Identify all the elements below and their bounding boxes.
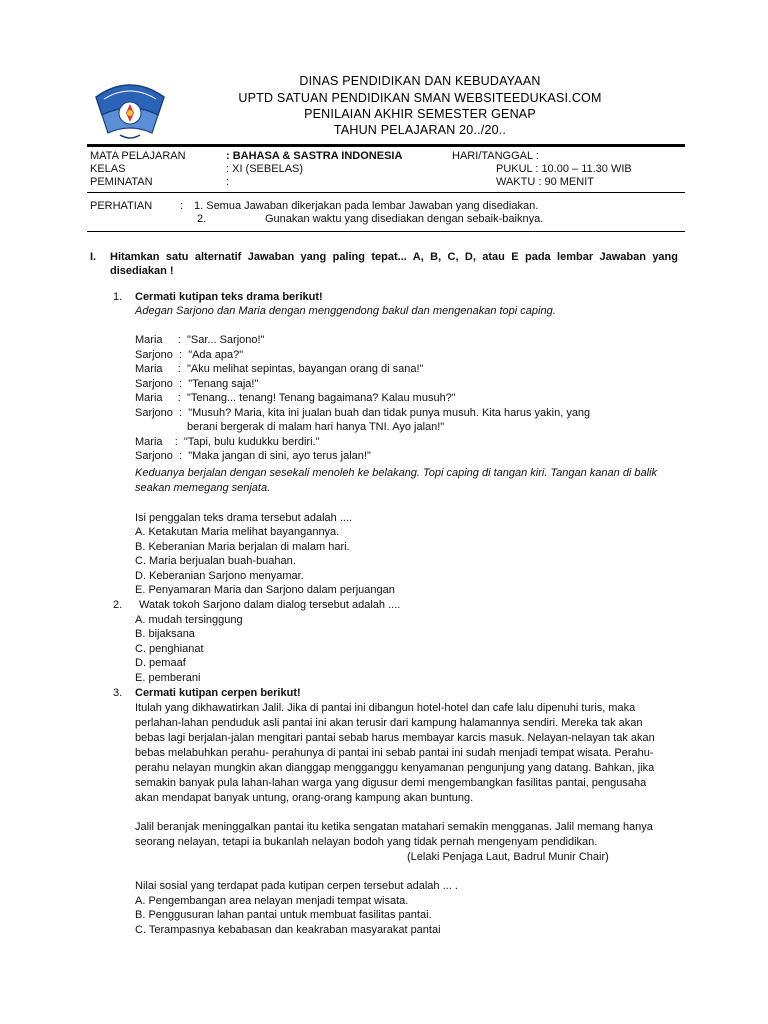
q3-title: Cermati kutipan cerpen berikut! [135,687,301,699]
header-divider [87,144,685,147]
kelas-label: KELAS [90,163,126,175]
hari-label: HARI/TANGGAL : [452,150,539,162]
q1-dialog-line: Maria : "Tapi, bulu kudukku berdiri." [135,436,320,448]
header-line-3: PENILAIAN AKHIR SEMESTER GENAP [304,107,536,121]
header-line-4: TAHUN PELAJARAN 20../20.. [333,123,507,137]
q3-paragraph-2-line: Jalil beranjak meninggalkan pantai itu ketika sengatan matahari semakin mengganas. Jalil memang hanya [135,821,653,833]
perhatian-item-1: 1. Semua Jawaban dikerjakan pada lembar Jawaban yang disediakan. [194,200,539,212]
q1-dialog-line: Sarjono : "Ada apa?" [135,349,244,361]
q1-closing-direction-2: seakan memegang senjata. [135,482,271,494]
q1-title: Cermati kutipan teks drama berikut! [135,291,323,303]
q1-option-e: E. Penyamaran Maria dan Sarjono dalam perjuangan [135,584,395,596]
q1-option-b: B. Keberanian Maria berjalan di malam hari. [135,541,350,553]
q3-option-a: A. Pengembangan area nelayan menjadi tempat wisata. [135,895,409,907]
q3-paragraph-1-line: semakin banyak pula lahan-lahan warga yang digusur demi mengembangkan fasilitas pantai, pengusaha [135,777,647,789]
q2-number: 2. [113,599,123,611]
q3-source-citation: (Lelaki Penjaga Laut, Badrul Munir Chair) [407,851,609,863]
q1-dialog-line: Maria : "Aku melihat sepintas, bayangan orang di sana!" [135,363,424,375]
mapel-label: MATA PELAJARAN [90,150,186,162]
q3-paragraph-1-line: bebas lagi berjalan-jalan mengitari pantai sebab harus membayar karcis masuk. Nelayan-nelayan tak akan [135,732,655,744]
q3-question: Nilai sosial yang terdapat pada kutipan cerpen tersebut adalah ... . [135,880,458,892]
q1-dialog-line: Sarjono : "Maka jangan di sini, ayo terus jalan!" [135,450,371,462]
q2-option-b: B. bijaksana [135,628,195,640]
q2-option-a: A. mudah tersinggung [135,614,243,626]
kelas-value: : XI (SEBELAS) [226,163,304,175]
q1-stage-direction: Adegan Sarjono dan Maria dengan menggendong bakul dan mengenakan topi caping. [135,305,556,317]
perhatian-label: PERHATIAN [90,200,153,212]
q2-option-e: E. pemberani [135,672,201,684]
q3-paragraph-1-line: perahu nelayan mungkin akan dianggap mengganggu kenyamanan pengunjung yang datang. Bahkan, jika [135,762,655,774]
q1-dialog-line: berani bergerak di malam hari hanya TNI. Ayo jalan!" [135,421,445,433]
header-line-1: DINAS PENDIDIKAN DAN KEBUDAYAAN [299,74,541,88]
q1-dialog-line: Maria : "Sar... Sarjono!" [135,334,265,346]
peminatan-label: PEMINATAN [90,176,153,188]
perhatian-divider [87,231,685,232]
q1-question: Isi penggalan teks drama tersebut adalah .... [135,512,353,524]
q3-paragraph-2-line: seorang nelayan, tetapi ia bukanlah nelayan bodoh yang tidak pernah mengenyam pendidikan. [135,836,598,848]
q3-option-c: C. Terampasnya kebabasan dan keakraban masyarakat pantai [135,924,441,936]
q3-number: 3. [113,687,123,699]
q3-paragraph-1-line: Itulah yang dikhawatirkan Jalil. Jika di pantai ini dibangun hotel-hotel dan cafe lalu dipenuhi turis, maka [135,702,636,714]
perhatian-item-2: Gunakan waktu yang disediakan dengan sebaik-baiknya. [265,213,544,225]
q3-paragraph-1-line: akan mendapat banyak untung, orang-orang kampung akan buntung. [135,792,474,804]
q3-option-b: B. Penggusuran lahan pantai untuk membuat fasilitas pantai. [135,909,432,921]
info-divider [87,192,685,193]
perhatian-item-2-num: 2. [197,213,207,225]
peminatan-value: : [226,176,230,188]
pukul-label: PUKUL : 10.00 – 11.30 WIB [496,163,632,175]
q1-closing-direction-1: Keduanya berjalan dengan sesekali menoleh ke belakang. Topi caping di tangan kiri. Tangan kanan di balik [135,467,658,479]
section-number: I. [90,251,97,263]
q1-option-a: A. Ketakutan Maria melihat bayangannya. [135,526,340,538]
q1-dialog-line: Maria : "Tenang... tenang! Tenang bagaimana? Kalau musuh?" [135,392,456,404]
q2-option-d: D. pemaaf [135,657,186,669]
mapel-value: : BAHASA & SASTRA INDONESIA [226,150,403,162]
section-instruction-1: Hitamkan satu alternatif Jawaban yang paling tepat... A, B, C, D, atau E pada lembar Jawaban yang [110,251,678,263]
header-line-2: UPTD SATUAN PENDIDIKAN SMAN WEBSITEEDUKASI.COM [238,91,602,105]
q1-dialog-line: Sarjono : "Musuh? Maria, kita ini jualan buah dan tidak punya musuh. Kita harus yakin, yang [135,407,591,419]
q1-number: 1. [113,291,123,303]
waktu-label: WAKTU : 90 MENIT [496,176,594,188]
q1-option-d: D. Keberanian Sarjono menyamar. [135,570,304,582]
perhatian-colon: : [180,200,184,212]
q3-paragraph-1-line: bebas melabuhkan perahu- perahunya di pantai ini sebab pantai ini sudah menjadi tempat wisata. Perahu- [135,747,654,759]
q3-paragraph-1-line: perlahan-lahan penduduk asli pantai ini akan terusir dari kampung halamannya sendiri. Mereka tak akan [135,717,643,729]
section-instruction-2: disediakan ! [110,265,174,277]
q1-dialog-line: Sarjono : "Tenang saja!" [135,378,259,390]
q1-option-c: C. Maria berjualan buah-buahan. [135,555,296,567]
q2-option-c: C. penghianat [135,643,204,655]
q2-question: Watak tokoh Sarjono dalam dialog tersebut adalah .... [139,599,401,611]
